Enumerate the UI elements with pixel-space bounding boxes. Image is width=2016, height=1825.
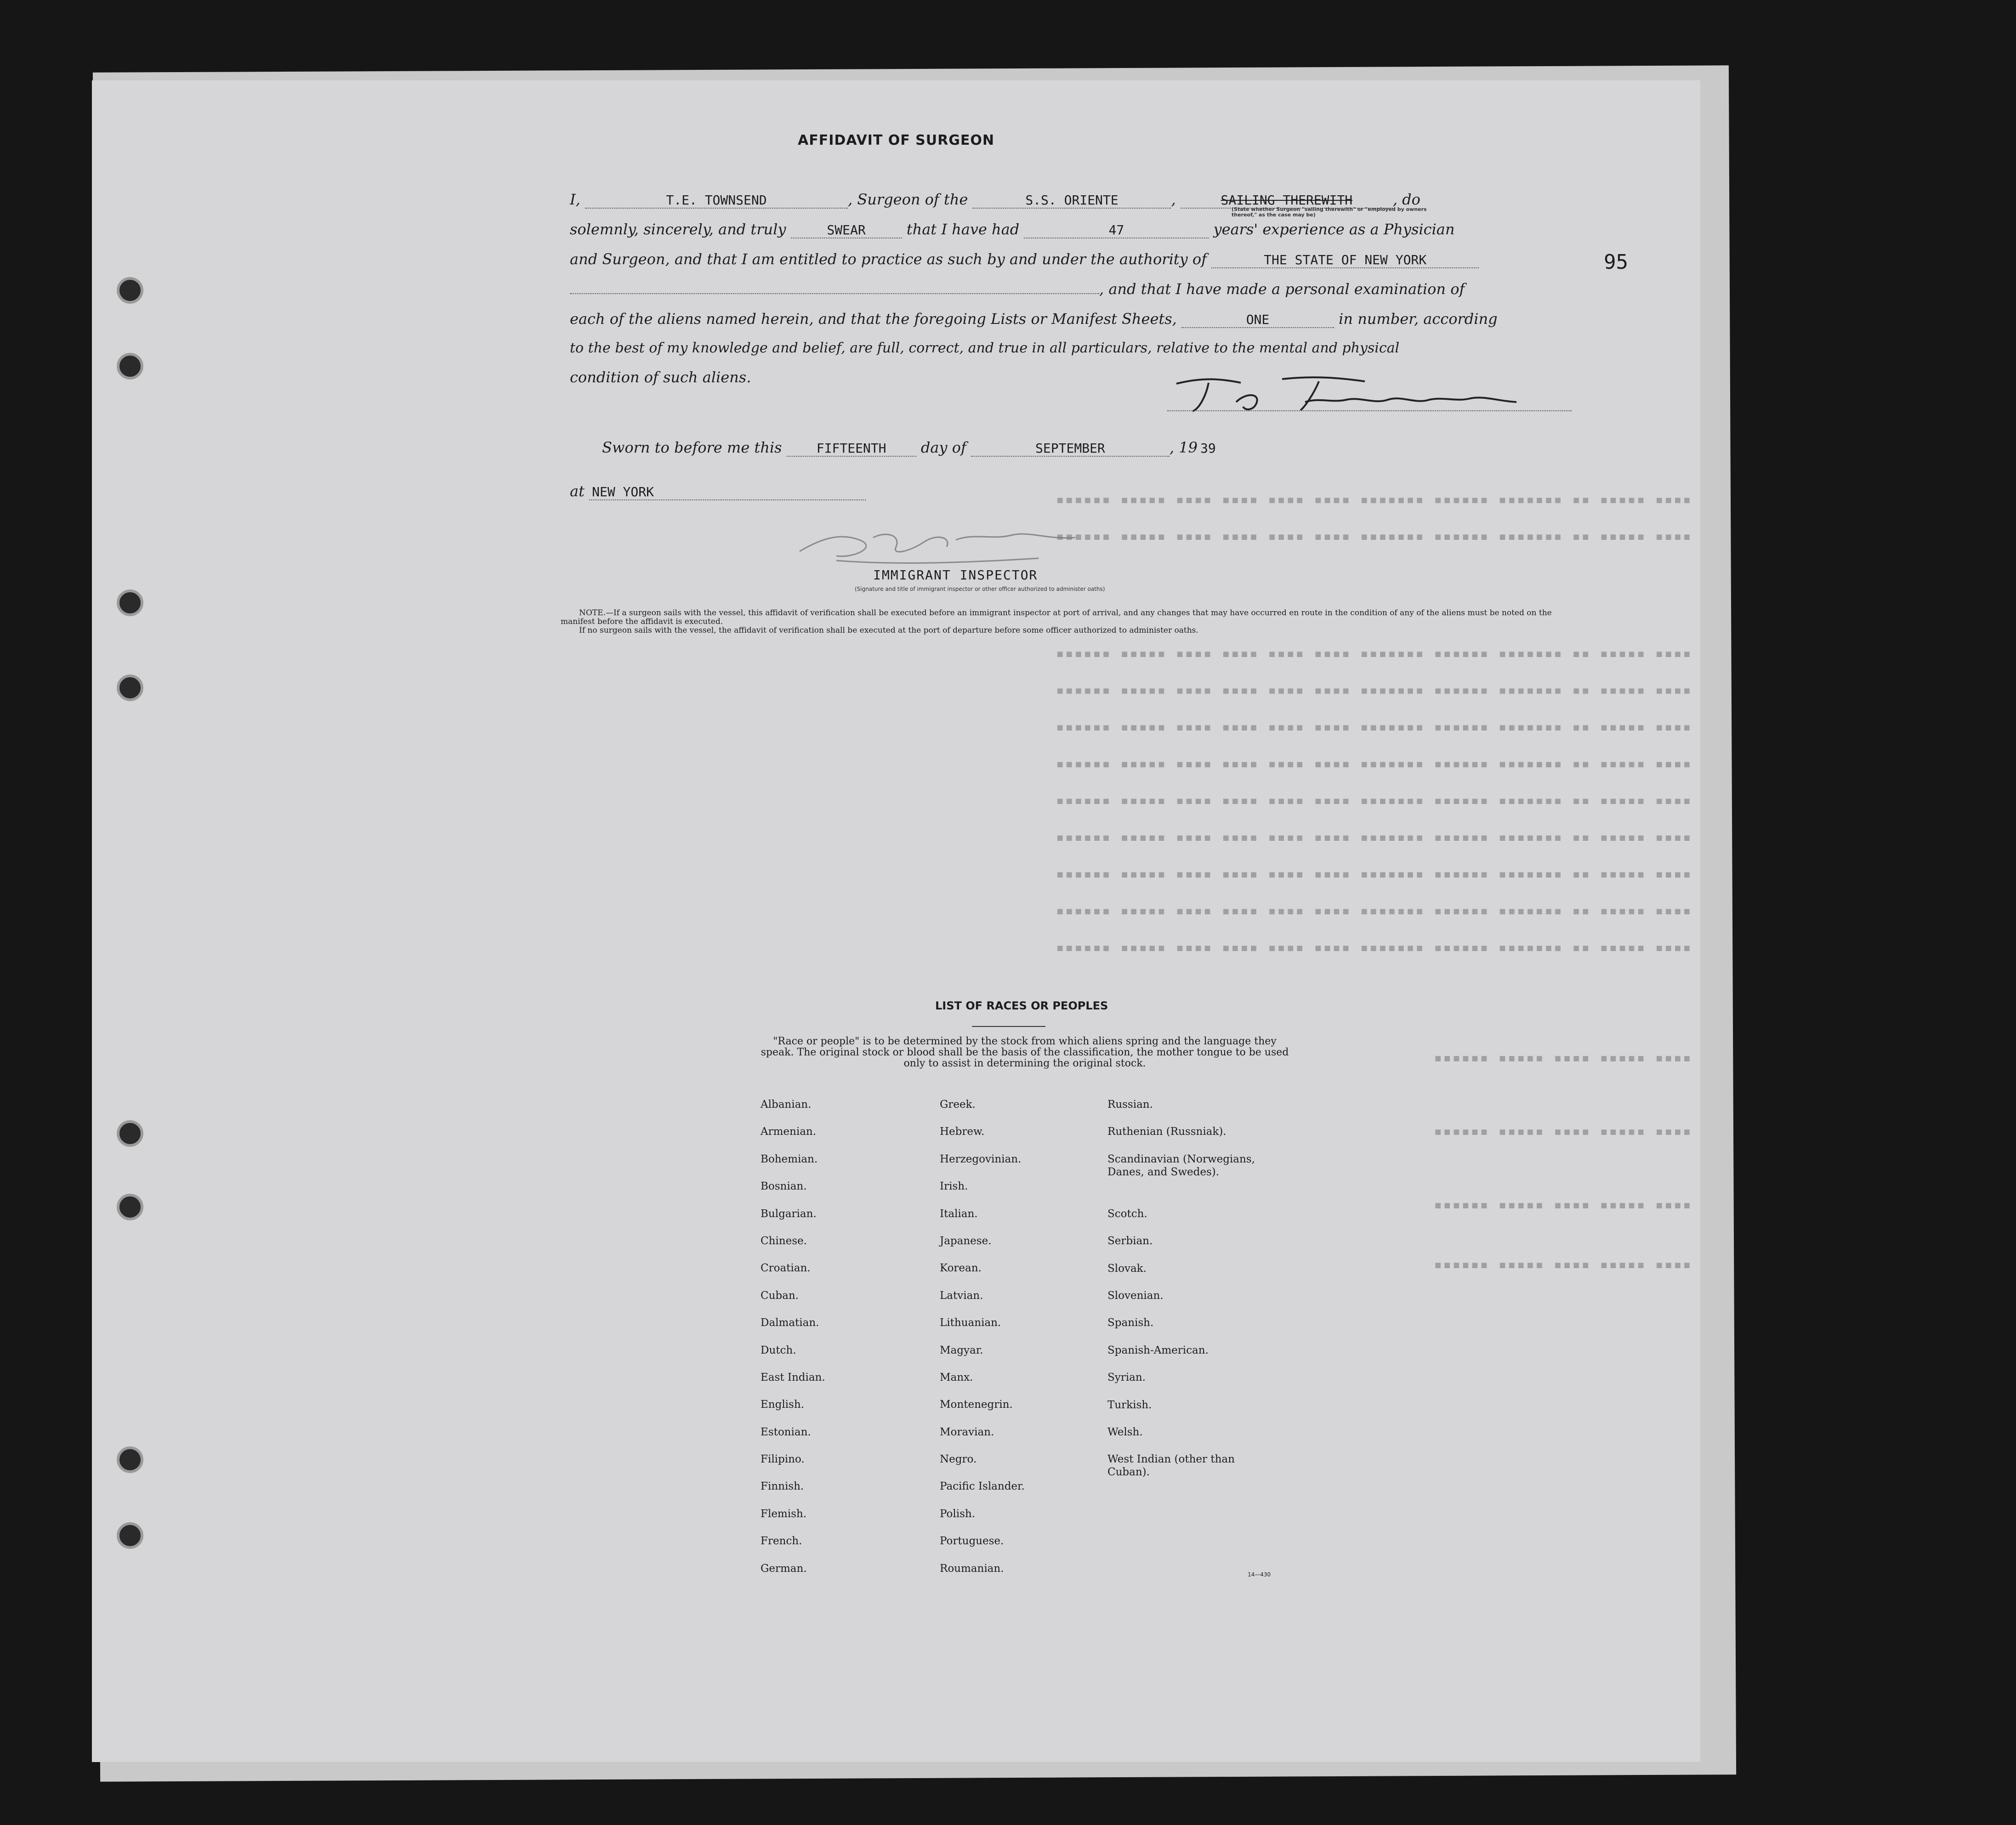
- race-item: Roumanian.: [940, 1562, 1004, 1575]
- race-item: English.: [761, 1399, 804, 1411]
- affidavit-line-7: condition of such aliens.: [570, 368, 751, 386]
- text: I,: [570, 191, 580, 208]
- race-item: Negro.: [940, 1453, 977, 1466]
- surgeon-signature: [1167, 374, 1535, 416]
- sailing-note: (State whether Surgeon "sailing therewith" or "employed by owners thereof," as the case may be): [1232, 206, 1427, 218]
- race-item: Hebrew.: [940, 1126, 985, 1138]
- race-item: Finnish.: [761, 1480, 804, 1493]
- race-item: Turkish.: [1107, 1399, 1152, 1411]
- title-rule: [972, 1026, 1045, 1027]
- races-intro: "Race or people" is to be determined by the stock from which aliens spring and the language they speak. The original stock or blood shall be the basis of the classification, the mother tongue to be used only to assist in determining the original stock.: [761, 1036, 1289, 1069]
- text: day of: [920, 439, 966, 456]
- inspector-signature: [781, 519, 1149, 570]
- race-item: Flemish.: [761, 1508, 807, 1520]
- sheet-count: ONE: [1181, 312, 1334, 328]
- text: each of the aliens named herein, and that the foregoing Lists or Manifest Sheets,: [570, 310, 1177, 328]
- race-item: Spanish.: [1107, 1317, 1154, 1329]
- authority: THE STATE OF NEW YORK: [1211, 252, 1479, 268]
- race-item: Dutch.: [761, 1344, 796, 1356]
- race-item: Portuguese.: [940, 1535, 1004, 1547]
- document-page: [92, 80, 1700, 1762]
- text: at: [570, 482, 585, 500]
- binder-hole-icon: [117, 1120, 143, 1147]
- race-item: German.: [761, 1562, 807, 1575]
- text: ,: [1171, 191, 1176, 208]
- race-item: Slovak.: [1107, 1262, 1147, 1275]
- binder-hole-icon: [117, 1194, 143, 1220]
- race-item: Japanese.: [940, 1235, 992, 1247]
- vessel-name: S.S. ORIENTE: [972, 193, 1171, 209]
- note-paragraph-1: NOTE.—If a surgeon sails with the vessel, this affidavit of verification shall be executed before an immigrant inspector at port of arrival, and any changes that may have occurred en route in the condition of any of the aliens must be noted on the manifest before the affidavit is executed.: [561, 608, 1552, 626]
- page-title: AFFIDAVIT OF SURGEON: [798, 132, 994, 148]
- sailing-status: SAILING THEREWITH: [1181, 193, 1393, 209]
- race-item: Magyar.: [940, 1344, 983, 1356]
- affidavit-line-3: [570, 250, 1572, 268]
- blank-line: [570, 293, 1099, 294]
- race-item: Irish.: [940, 1180, 968, 1193]
- binder-hole-icon: [117, 1446, 143, 1473]
- race-item: Syrian.: [1107, 1372, 1146, 1384]
- race-item: Ruthenian (Russniak).: [1107, 1126, 1227, 1138]
- race-item: Estonian.: [761, 1426, 811, 1438]
- race-item: Manx.: [940, 1371, 973, 1383]
- race-item: Latvian.: [940, 1289, 983, 1302]
- form-number: 14—430: [1248, 1571, 1271, 1578]
- race-item: West Indian (other than Cuban).: [1107, 1453, 1235, 1479]
- text: Sworn to before me this: [602, 439, 782, 456]
- text: that I have had: [906, 221, 1020, 238]
- oath-word: SWEAR: [791, 222, 902, 238]
- affidavit-line-6: to the best of my knowledge and belief, are full, correct, and true in all particulars, relative to the mental and physical: [570, 340, 1400, 356]
- race-item: Polish.: [940, 1508, 976, 1520]
- race-item: Armenian.: [761, 1126, 817, 1138]
- sworn-year: 39: [1200, 441, 1216, 456]
- years-experience: 47: [1024, 222, 1209, 238]
- race-item: Spanish-American.: [1107, 1344, 1209, 1356]
- race-item: Montenegrin.: [940, 1399, 1013, 1411]
- affidavit-line-4: [570, 280, 1572, 298]
- race-item: Bohemian.: [761, 1153, 818, 1165]
- race-item: East Indian.: [761, 1371, 825, 1383]
- races-column-1: [761, 1098, 825, 1589]
- race-item: Cuban.: [761, 1289, 799, 1302]
- affidavit-line-2: [570, 221, 1572, 238]
- race-item: Scandinavian (Norwegians, Danes, and Swedes).: [1107, 1153, 1255, 1178]
- race-item: Filipino.: [761, 1453, 805, 1466]
- bleed-through-text: ▪▪▪▪ ▪▪▪▪▪ ▪▪ ▪▪▪▪▪▪▪ ▪▪▪▪▪▪ ▪▪▪▪▪▪▪ ▪▪▪▪ ▪▪▪▪ ▪▪▪▪ ▪▪▪▪ ▪▪▪▪▪ ▪▪▪▪▪▪ ▪▪▪▪ ▪▪▪▪▪ ▪▪ ▪▪▪▪▪▪▪ ▪▪▪▪▪▪ ▪▪▪▪▪▪▪ ▪▪▪▪ ▪▪▪▪ ▪▪▪▪ ▪▪▪▪ ▪▪▪▪▪ ▪▪▪▪▪▪ ▪▪▪▪ ▪▪▪▪▪ ▪▪ ▪▪▪▪▪▪▪ ▪▪▪▪▪▪ ▪▪▪▪▪▪▪ ▪▪▪▪ ▪▪▪▪ ▪▪▪▪ ▪▪▪▪ ▪▪▪▪▪ ▪▪▪▪▪▪ ▪▪▪▪ ▪▪▪▪▪ ▪▪ ▪▪▪▪▪▪▪ ▪▪▪▪▪▪ ▪▪▪▪▪▪▪ ▪▪▪▪ ▪▪▪▪ ▪▪▪▪ ▪▪▪▪ ▪▪▪▪▪ ▪▪▪▪▪▪ ▪▪▪▪ ▪▪▪▪▪ ▪▪ ▪▪▪▪▪▪▪ ▪▪▪▪▪▪ ▪▪▪▪▪▪▪ ▪▪▪▪ ▪▪▪▪ ▪▪▪▪ ▪▪▪▪ ▪▪▪▪▪ ▪▪▪▪▪▪ ▪▪▪▪ ▪▪▪▪▪ ▪▪ ▪▪▪▪▪▪▪ ▪▪▪▪▪▪ ▪▪▪▪▪▪▪ ▪▪▪▪ ▪▪▪▪ ▪▪▪▪ ▪▪▪▪ ▪▪▪▪▪ ▪▪▪▪▪▪ ▪▪▪▪ ▪▪▪▪▪ ▪▪ ▪▪▪▪▪▪▪ ▪▪▪▪▪▪ ▪▪▪▪▪▪▪ ▪▪▪▪ ▪▪▪▪ ▪▪▪▪ ▪▪▪▪ ▪▪▪▪▪ ▪▪▪▪▪▪ ▪▪▪▪ ▪▪▪▪▪ ▪▪ ▪▪▪▪▪▪▪ ▪▪▪▪▪▪ ▪▪▪▪▪▪▪ ▪▪▪▪ ▪▪▪▪ ▪▪▪▪ ▪▪▪▪ ▪▪▪▪▪ ▪▪▪▪▪▪ ▪▪▪▪ ▪▪▪▪▪ ▪▪ ▪▪▪▪▪▪▪ ▪▪▪▪▪▪ ▪▪▪▪▪▪▪ ▪▪▪▪ ▪▪▪▪ ▪▪▪▪ ▪▪▪▪ ▪▪▪▪▪ ▪▪▪▪▪▪ ▪▪▪▪ ▪▪▪▪▪ ▪▪ ▪▪▪▪▪▪▪ ▪▪▪▪▪▪ ▪▪▪▪▪▪▪ ▪▪▪▪ ▪▪▪▪ ▪▪▪▪ ▪▪▪▪ ▪▪▪▪▪ ▪▪▪▪▪▪ ▪▪▪▪ ▪▪▪▪▪ ▪▪ ▪▪▪▪▪▪▪ ▪▪▪▪▪▪ ▪▪▪▪▪▪▪ ▪▪▪▪ ▪▪▪▪ ▪▪▪▪ ▪▪▪▪ ▪▪▪▪▪ ▪▪▪▪▪▪ ▪▪▪▪ ▪▪▪▪▪ ▪▪▪▪ ▪▪▪▪▪ ▪▪▪▪▪▪ ▪▪▪▪ ▪▪▪▪▪ ▪▪▪▪ ▪▪▪▪▪ ▪▪▪▪▪▪ ▪▪▪▪ ▪▪▪▪▪ ▪▪▪▪ ▪▪▪▪▪ ▪▪▪▪▪▪ ▪▪▪▪ ▪▪▪▪▪ ▪▪▪▪ ▪▪▪▪▪ ▪▪▪▪▪▪: [1055, 492, 1691, 1273]
- page-number: 95: [1604, 250, 1628, 274]
- text: , 19: [1169, 439, 1198, 456]
- race-item: Bulgarian.: [761, 1207, 817, 1220]
- race-item: Pacific Islander.: [940, 1480, 1025, 1493]
- sworn-month: SEPTEMBER: [971, 441, 1170, 457]
- surgeon-name: T.E. TOWNSEND: [585, 193, 848, 209]
- sworn-line: [602, 439, 1604, 457]
- binder-hole-icon: [117, 1522, 143, 1549]
- race-item: Lithuanian.: [940, 1317, 1001, 1329]
- affidavit-note: [561, 609, 1572, 635]
- race-item: Croatian.: [761, 1262, 811, 1275]
- inspector-caption: (Signature and title of immigrant inspector or other officer authorized to administer oaths): [855, 586, 1105, 592]
- sworn-place: NEW YORK: [589, 484, 866, 500]
- note-paragraph-2: If no surgeon sails with the vessel, the affidavit of verification shall be executed at the port of departure before some officer authorized to administer oaths.: [579, 626, 1198, 635]
- sworn-location-line: [570, 482, 1572, 500]
- text: and Surgeon, and that I am entitled to practice as such by and under the authority of: [570, 250, 1207, 268]
- race-item: Herzegovinian.: [940, 1153, 1022, 1165]
- races-column-2: [940, 1098, 1025, 1589]
- text: , do: [1392, 191, 1420, 208]
- text: in number, according: [1339, 310, 1498, 328]
- race-item: Greek.: [940, 1099, 976, 1111]
- race-item: Russian.: [1107, 1099, 1153, 1111]
- binder-hole-icon: [117, 674, 143, 701]
- race-item: Welsh.: [1107, 1426, 1143, 1438]
- race-item: Serbian.: [1107, 1235, 1153, 1247]
- race-item: Dalmatian.: [761, 1317, 819, 1329]
- race-item: Moravian.: [940, 1426, 994, 1438]
- race-item: Bosnian.: [761, 1180, 807, 1193]
- race-item: Scotch.: [1107, 1207, 1147, 1220]
- race-item: French.: [761, 1535, 802, 1547]
- text: solemnly, sincerely, and truly: [570, 221, 786, 238]
- race-item: Chinese.: [761, 1235, 807, 1247]
- race-item: Korean.: [940, 1262, 982, 1275]
- text: years' experience as a Physician: [1213, 221, 1455, 238]
- text: , and that I have made a personal examination of: [1099, 280, 1465, 298]
- race-item: Albanian.: [761, 1099, 812, 1111]
- races-title: LIST OF RACES OR PEOPLES: [935, 999, 1108, 1012]
- races-column-3: [1107, 1098, 1273, 1480]
- race-item: Italian.: [940, 1207, 978, 1220]
- binder-hole-icon: [117, 277, 143, 304]
- sworn-day: FIFTEENTH: [787, 441, 916, 457]
- text: , Surgeon of the: [847, 191, 968, 208]
- binder-hole-icon: [117, 353, 143, 380]
- signature-line: [1167, 410, 1572, 411]
- affidavit-line-5: [570, 310, 1572, 328]
- binder-hole-icon: [117, 589, 143, 616]
- inspector-title: IMMIGRANT INSPECTOR: [873, 567, 1038, 583]
- race-item: Slovenian.: [1107, 1289, 1164, 1302]
